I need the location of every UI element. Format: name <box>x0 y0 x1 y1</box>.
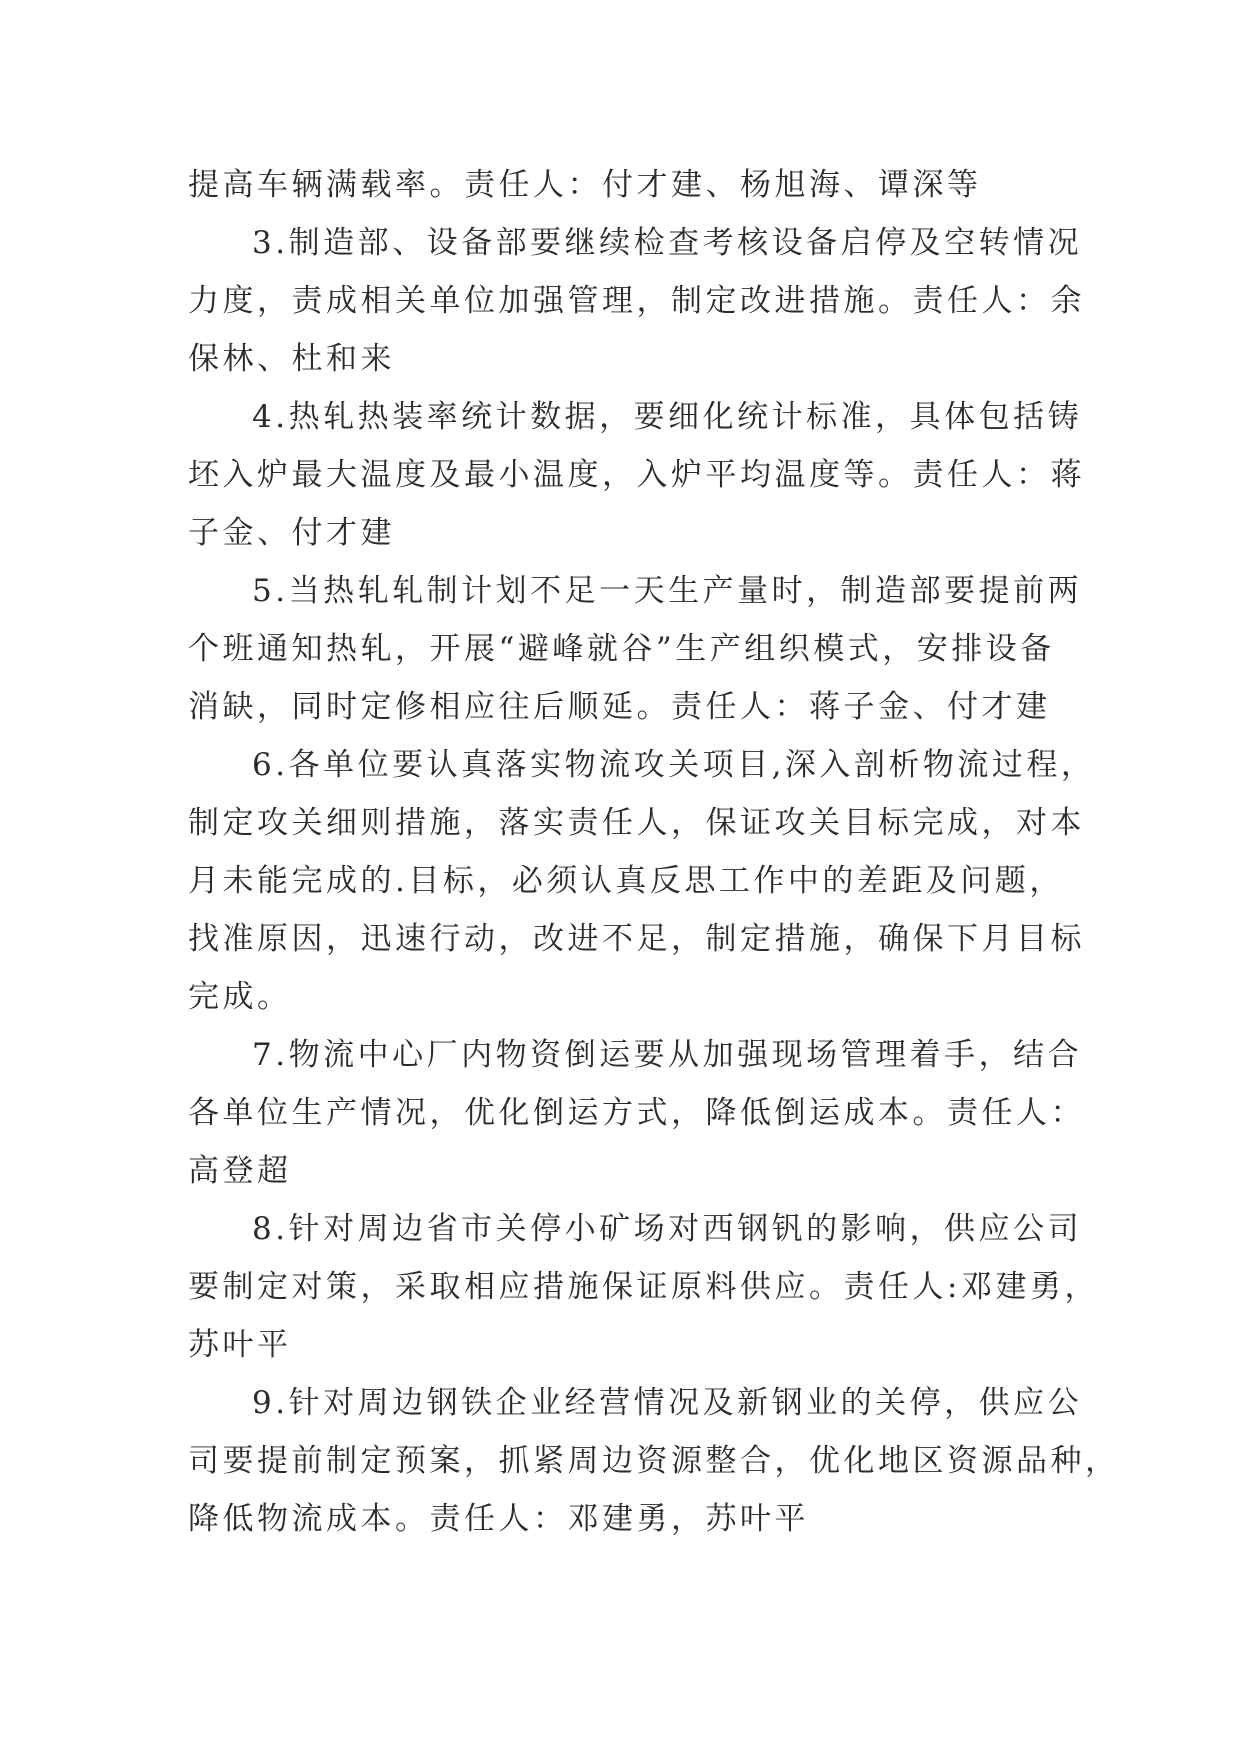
text-line: 6.各单位要认真落实物流攻关项目,深入剖析物流过程， <box>252 747 1096 783</box>
text-line: 坯入炉最大温度及最小温度，入炉平均温度等。责任人：蒋 <box>188 457 1085 493</box>
text-line: 消缺，同时定修相应往后顺延。责任人：蒋子金、付才建 <box>188 689 1051 725</box>
text-line: 找准原因，迅速行动，改进不足，制定措施，确保下月目标 <box>188 921 1085 957</box>
text-line: 3.制造部、设备部要继续检查考核设备启停及空转情况 <box>252 225 1083 261</box>
text-line: 月未能完成的.目标，必须认真反思工作中的差距及问题， <box>188 863 1064 899</box>
text-line: 提高车辆满载率。责任人：付才建、杨旭海、谭深等 <box>188 167 982 203</box>
text-line: 高登超 <box>188 1153 292 1189</box>
text-line: 要制定对策，采取相应措施保证原料供应。责任人:邓建勇， <box>188 1269 1099 1305</box>
text-line: 保林、杜和来 <box>188 341 395 377</box>
text-line: 司要提前制定预案，抓紧周边资源整合，优化地区资源品种， <box>188 1443 1120 1479</box>
text-line: 8.针对周边省市关停小矿场对西钢钒的影响，供应公司 <box>252 1211 1083 1247</box>
text-line: 各单位生产情况，优化倒运方式，降低倒运成本。责任人： <box>188 1095 1085 1131</box>
text-line: 苏叶平 <box>188 1327 292 1363</box>
text-line: 降低物流成本。责任人：邓建勇，苏叶平 <box>188 1501 809 1537</box>
text-line: 子金、付才建 <box>188 515 395 551</box>
text-line: 5.当热轧轧制计划不足一天生产量时，制造部要提前两 <box>252 573 1083 609</box>
text-line: 个班通知热轧，开展“避峰就谷”生产组织模式，安排设备 <box>188 631 1055 667</box>
text-line: 制定攻关细则措施，落实责任人，保证攻关目标完成，对本 <box>188 805 1085 841</box>
text-line: 4.热轧热装率统计数据，要细化统计标准，具体包括铸 <box>252 399 1083 435</box>
text-line: 完成。 <box>188 979 292 1015</box>
text-line: 9.针对周边钢铁企业经营情况及新钢业的关停，供应公 <box>252 1385 1083 1421</box>
text-line: 7.物流中心厂内物资倒运要从加强现场管理着手，结合 <box>252 1037 1083 1073</box>
text-line: 力度，责成相关单位加强管理，制定改进措施。责任人：余 <box>188 283 1085 319</box>
